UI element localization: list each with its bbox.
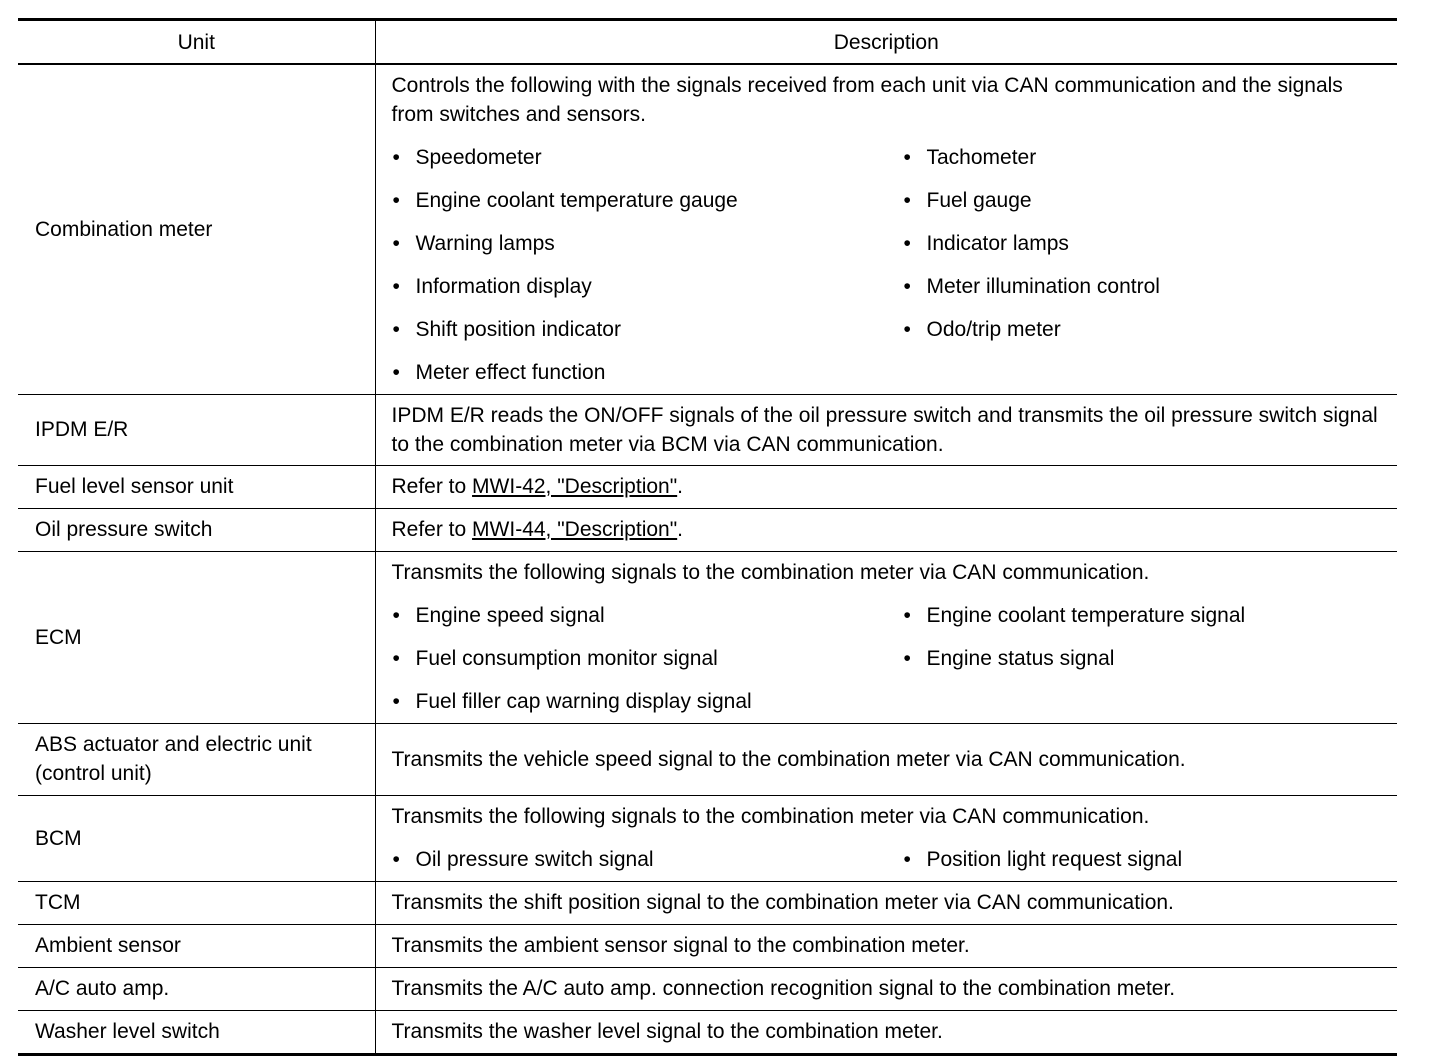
reference-text	[392, 472, 1386, 501]
description-cell	[375, 508, 1397, 551]
description-text: Controls the following with the signals received from each unit via CAN communication and the signals from switches and sensors.	[391, 74, 1343, 127]
description-cell	[375, 64, 1397, 394]
unit-cell: IPDM E/R	[18, 394, 375, 465]
reference-link[interactable]: MWI-44, "Description"	[472, 518, 678, 541]
reference-text	[392, 515, 1386, 544]
description-cell	[375, 465, 1397, 508]
unit-cell: ABS actuator and electric unit (control unit)	[18, 723, 375, 795]
bullet-item: • Shift position indicator	[392, 315, 903, 344]
table-row	[18, 1010, 1397, 1054]
bullet-list	[392, 143, 1386, 387]
bullet-item: • Engine coolant temperature signal	[903, 601, 1386, 630]
bullet-item: • Position light request signal	[903, 845, 1386, 874]
bullet-item: • Odo/trip meter	[903, 315, 1386, 344]
description-cell	[375, 967, 1397, 1010]
unit-column-header: Unit	[18, 20, 375, 65]
description-cell	[375, 881, 1397, 924]
table-row	[18, 795, 1397, 881]
unit-description-table	[18, 18, 1397, 1056]
unit-cell: ECM	[18, 551, 375, 723]
description-text: Transmits the ambient sensor signal to the combination meter.	[391, 934, 970, 957]
table-row	[18, 551, 1397, 723]
bullet-item: • Engine speed signal	[392, 601, 903, 630]
description-text: Transmits the following signals to the combination meter via CAN communication.	[391, 805, 1150, 828]
unit-cell: Ambient sensor	[18, 924, 375, 967]
unit-cell: TCM	[18, 881, 375, 924]
description-cell	[375, 394, 1397, 465]
reference-prefix: Refer to	[391, 518, 473, 541]
unit-cell: A/C auto amp.	[18, 967, 375, 1010]
table-row	[18, 967, 1397, 1010]
bullet-item: • Warning lamps	[392, 229, 903, 258]
bullet-item: • Meter illumination control	[903, 272, 1386, 301]
unit-cell: Combination meter	[18, 64, 375, 394]
table-row	[18, 394, 1397, 465]
bullet-list	[392, 601, 1386, 716]
bullet-list	[392, 845, 1386, 874]
reference-suffix: .	[677, 475, 684, 498]
table-row	[18, 64, 1397, 394]
unit-cell: Washer level switch	[18, 1010, 375, 1054]
reference-suffix: .	[677, 518, 684, 541]
bullet-item: • Indicator lamps	[903, 229, 1386, 258]
bullet-item: • Meter effect function	[392, 358, 903, 387]
unit-cell: BCM	[18, 795, 375, 881]
header-row	[18, 20, 1397, 65]
description-text: IPDM E/R reads the ON/OFF signals of the oil pressure switch and transmits the oil pressure switch signal to the combination meter via BCM via CAN communication.	[391, 403, 1378, 456]
reference-link[interactable]: MWI-42, "Description"	[472, 475, 678, 498]
description-text: Transmits the vehicle speed signal to the combination meter via CAN communication.	[391, 747, 1186, 771]
table-body	[18, 64, 1397, 1054]
description-text: Transmits the washer level signal to the combination meter.	[391, 1020, 943, 1043]
unit-cell: Oil pressure switch	[18, 508, 375, 551]
reference-prefix: Refer to	[391, 475, 473, 498]
bullet-item: • Speedometer	[392, 143, 903, 172]
description-text: Transmits the following signals to the combination meter via CAN communication.	[391, 561, 1150, 584]
bullet-item: • Engine coolant temperature gauge	[392, 186, 903, 215]
bullet-item: • Information display	[392, 272, 903, 301]
description-cell	[375, 551, 1397, 723]
bullet-item: • Fuel consumption monitor signal	[392, 644, 903, 673]
table-row	[18, 465, 1397, 508]
unit-cell: Fuel level sensor unit	[18, 465, 375, 508]
description-cell	[375, 1010, 1397, 1054]
table-row	[18, 924, 1397, 967]
table-row	[18, 881, 1397, 924]
bullet-item: • Tachometer	[903, 143, 1386, 172]
description-text: Transmits the A/C auto amp. connection recognition signal to the combination meter.	[391, 977, 1176, 1000]
bullet-item: • Oil pressure switch signal	[392, 845, 903, 874]
bullet-item: • Fuel gauge	[903, 186, 1386, 215]
description-cell	[375, 795, 1397, 881]
description-text: Transmits the shift position signal to the combination meter via CAN communication.	[391, 891, 1174, 914]
description-column-header: Description	[375, 20, 1397, 65]
description-cell	[375, 924, 1397, 967]
table-row	[18, 723, 1397, 795]
table-row	[18, 508, 1397, 551]
bullet-item: • Fuel filler cap warning display signal	[392, 687, 903, 716]
description-cell	[375, 723, 1397, 795]
bullet-item: • Engine status signal	[903, 644, 1386, 673]
